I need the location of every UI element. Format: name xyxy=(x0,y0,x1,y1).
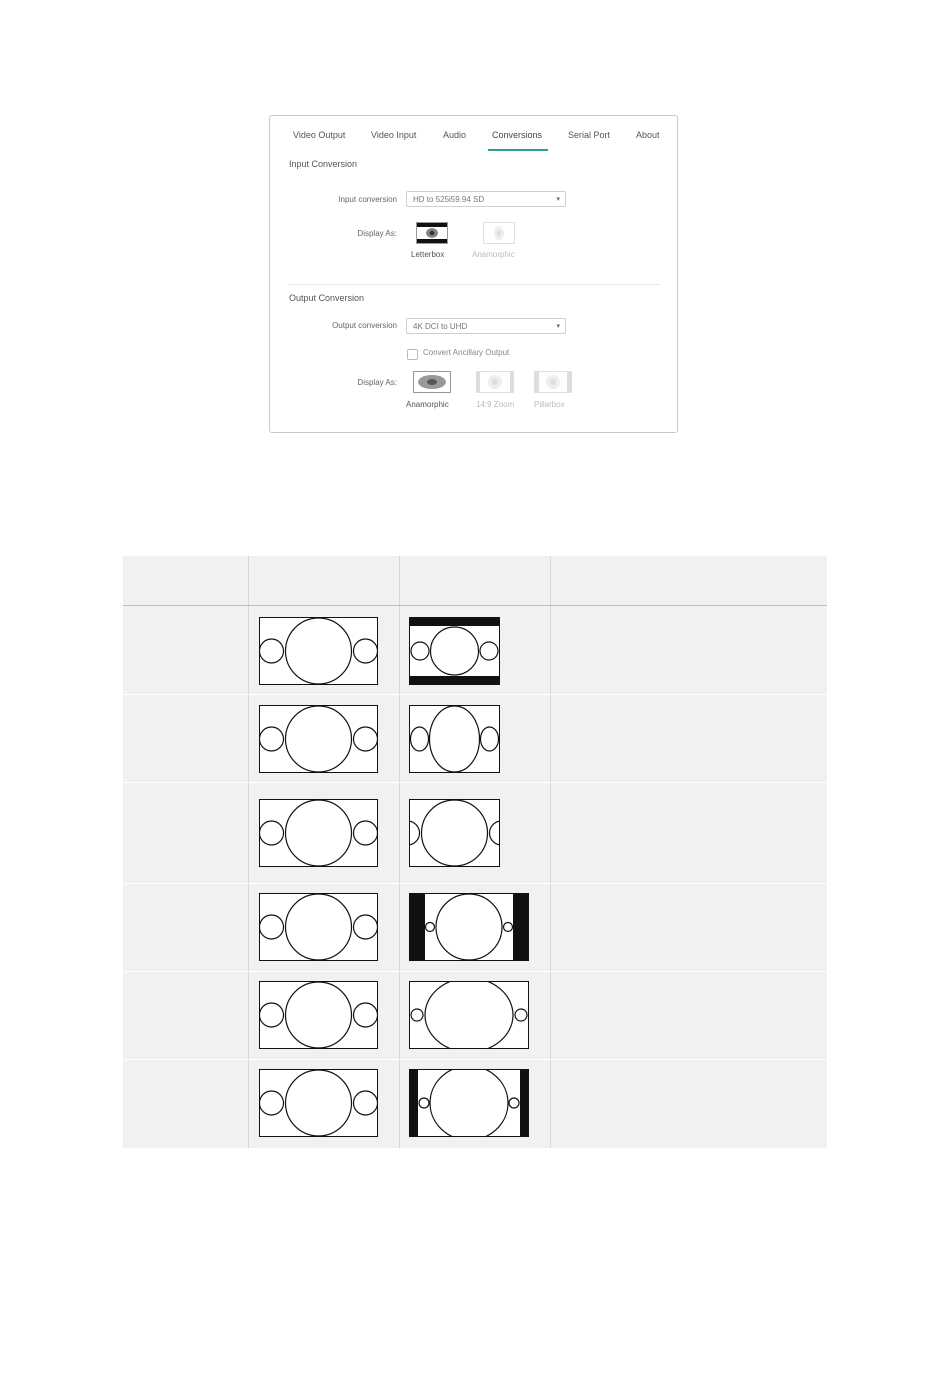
source-16x9-diagram xyxy=(259,705,378,773)
row-divider xyxy=(123,694,827,695)
pillarbox-option-icon[interactable] xyxy=(534,371,572,393)
tab-audio[interactable]: Audio xyxy=(443,130,467,140)
tab-about[interactable]: About xyxy=(636,130,660,140)
tab-video-output[interactable]: Video Output xyxy=(293,130,346,140)
source-16x9-diagram xyxy=(259,617,378,685)
tab-video-input[interactable]: Video Input xyxy=(371,130,417,140)
anamorphic-output-option-label: Anamorphic xyxy=(406,400,449,409)
zoom-14x9-option-icon[interactable] xyxy=(476,371,514,393)
anamorphic-result-diagram xyxy=(409,705,500,773)
source-16x9-diagram xyxy=(259,1069,378,1137)
row-divider xyxy=(123,883,827,884)
letterbox-option-label: Letterbox xyxy=(411,250,445,259)
input-conversion-select[interactable] xyxy=(406,191,566,207)
row-divider xyxy=(123,782,827,783)
header-divider xyxy=(123,605,827,606)
chevron-down-icon: ▾ xyxy=(556,323,560,330)
conversions-settings-panel xyxy=(269,115,678,433)
anamorphic-option-label: Anamorphic xyxy=(472,250,515,259)
zoom-result-diagram xyxy=(409,981,529,1049)
output-conversion-title: Output Conversion xyxy=(289,293,365,303)
source-16x9-diagram xyxy=(259,799,378,867)
row-divider xyxy=(123,971,827,972)
input-conversion-title: Input Conversion xyxy=(289,159,358,169)
output-conversion-label: Output conversion xyxy=(332,321,397,330)
letterbox-option-icon[interactable] xyxy=(416,222,448,244)
anamorphic-output-option-icon[interactable] xyxy=(413,371,451,393)
pillarbox-option-label: Pillarbox xyxy=(534,400,565,409)
pillarbox-result-diagram xyxy=(409,893,529,961)
tab-conversions[interactable]: Conversions xyxy=(492,130,543,140)
input-conversion-label: Input conversion xyxy=(338,195,397,204)
source-16x9-diagram xyxy=(259,893,378,961)
chevron-down-icon: ▾ xyxy=(556,196,560,203)
zoom-14x9-option-label: 14:9 Zoom xyxy=(476,400,515,409)
input-conversion-value: HD to 525i59.94 SD xyxy=(413,195,485,204)
input-display-as-label: Display As: xyxy=(357,229,397,238)
active-tab-indicator xyxy=(488,149,548,151)
output-display-as-label: Display As: xyxy=(357,378,397,387)
letterbox-result-diagram xyxy=(409,617,500,685)
convert-ancillary-checkbox[interactable] xyxy=(407,349,418,360)
source-16x9-diagram xyxy=(259,981,378,1049)
anamorphic-option-icon[interactable] xyxy=(483,222,515,244)
section-divider xyxy=(288,284,660,285)
centercut-result-diagram xyxy=(409,799,500,867)
output-conversion-value: 4K DCI to UHD xyxy=(413,322,468,331)
row-divider xyxy=(123,1059,827,1060)
output-conversion-select[interactable] xyxy=(406,318,566,334)
conversion-table xyxy=(123,556,827,1148)
tab-serial-port[interactable]: Serial Port xyxy=(568,130,611,140)
pillarbox-narrow-result-diagram xyxy=(409,1069,529,1137)
tab-bar xyxy=(270,116,677,152)
convert-ancillary-label: Convert Ancillary Output xyxy=(423,348,510,357)
